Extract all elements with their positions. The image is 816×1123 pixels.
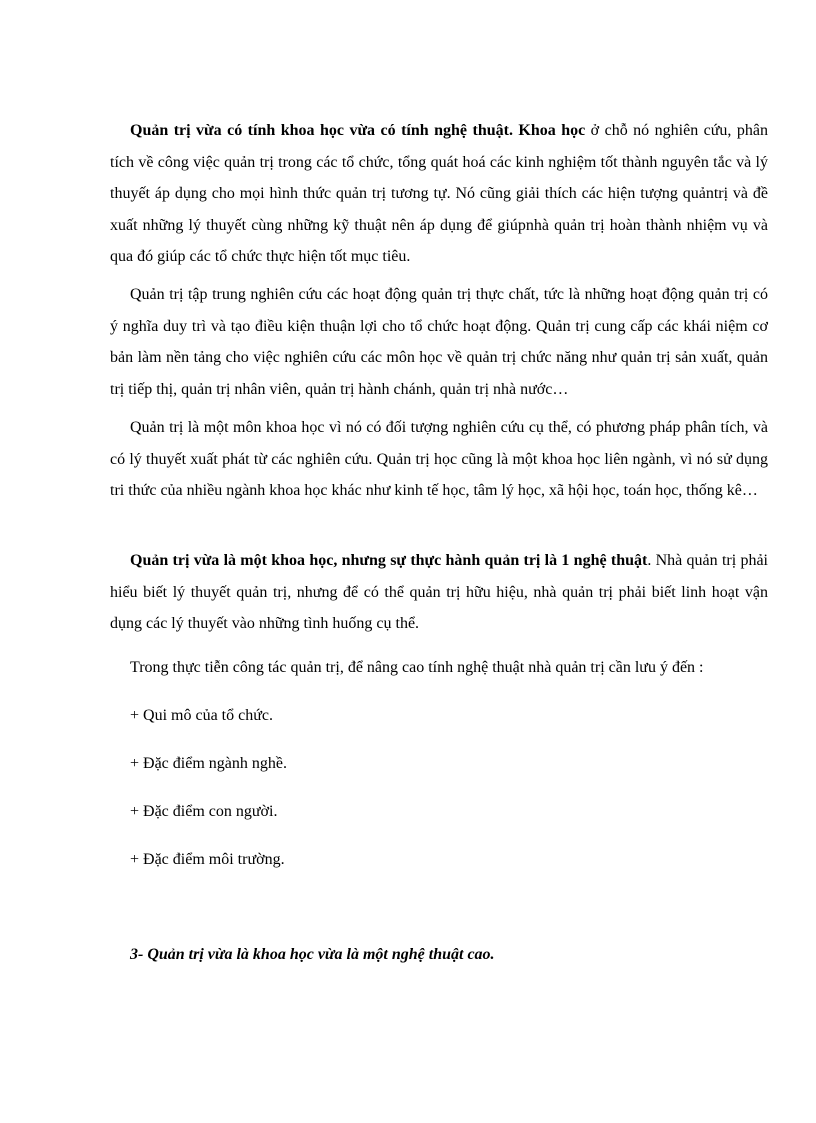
- section-heading: 3- Quản trị vừa là khoa học vừa là một nghệ thuật cao.: [130, 946, 495, 963]
- list-item: + Đặc điểm môi trường.: [130, 851, 285, 868]
- paragraph-management-focus: Quản trị tập trung nghiên cứu các hoạt động quản trị thực chất, tức là những hoạt động quản trị có ý nghĩa duy trì và tạo điều kiện thuận lợi cho tổ chức hoạt động. Quản trị cung cấp các khái niệm cơ bản làm nền tảng cho việc nghiên cứu các môn học về quản trị chức năng như quản trị sản xuất, quản trị tiếp thị, quản trị nhân viên, quản trị hành chánh, quản trị nhà nước…: [110, 286, 768, 398]
- paragraph-lead-bold: Quản trị vừa có tính khoa học vừa có tính nghệ thuật. Khoa học: [130, 122, 586, 139]
- paragraph-science-and-art: [110, 115, 768, 273]
- paragraph-lead-bold: Quản trị vừa là một khoa học, nhưng sự thực hành quản trị là 1 nghệ thuật: [130, 552, 648, 569]
- paragraph-text: . Nhà quản trị phải hiểu biết lý thuyết quản trị, nhưng để có thể quản trị hữu hiệu, nhà quản trị phải biết linh hoạt vận dụng các lý thuyết vào những tình huống cụ thể.: [110, 552, 768, 632]
- list-item: + Đặc điểm con người.: [130, 803, 278, 820]
- paragraph-management-practice-art: [110, 545, 768, 640]
- paragraph-text: ở chỗ nó nghiên cứu, phân tích về công việc quản trị trong các tổ chức, tổng quát hoá các kinh nghiệm tốt thành nguyên tắc và lý thuyết áp dụng cho mọi hình thức quản trị tương tự. Nó cũng giải thích các hiện tượng quảntrị và đề xuất những lý thuyết cùng những kỹ thuật nên áp dụng để giúpnhà quản trị hoàn thành nhiệm vụ và qua đó giúp các tổ chức thực hiện tốt mục tiêu.: [110, 122, 769, 265]
- list-item: + Qui mô của tổ chức.: [130, 707, 273, 724]
- intro-line: Trong thực tiễn công tác quản trị, để nâng cao tính nghệ thuật nhà quản trị cần lưu ý đến :: [130, 659, 704, 676]
- list-item: + Đặc điểm ngành nghề.: [130, 755, 287, 772]
- paragraph-management-science: Quản trị là một môn khoa học vì nó có đối tượng nghiên cứu cụ thể, có phương pháp phân tích, và có lý thuyết xuất phát từ các nghiên cứu. Quản trị học cũng là một khoa học liên ngành, vì nó sử dụng tri thức của nhiều ngành khoa học khác như kinh tế học, tâm lý học, xã hội học, toán học, thống kê…: [110, 419, 768, 499]
